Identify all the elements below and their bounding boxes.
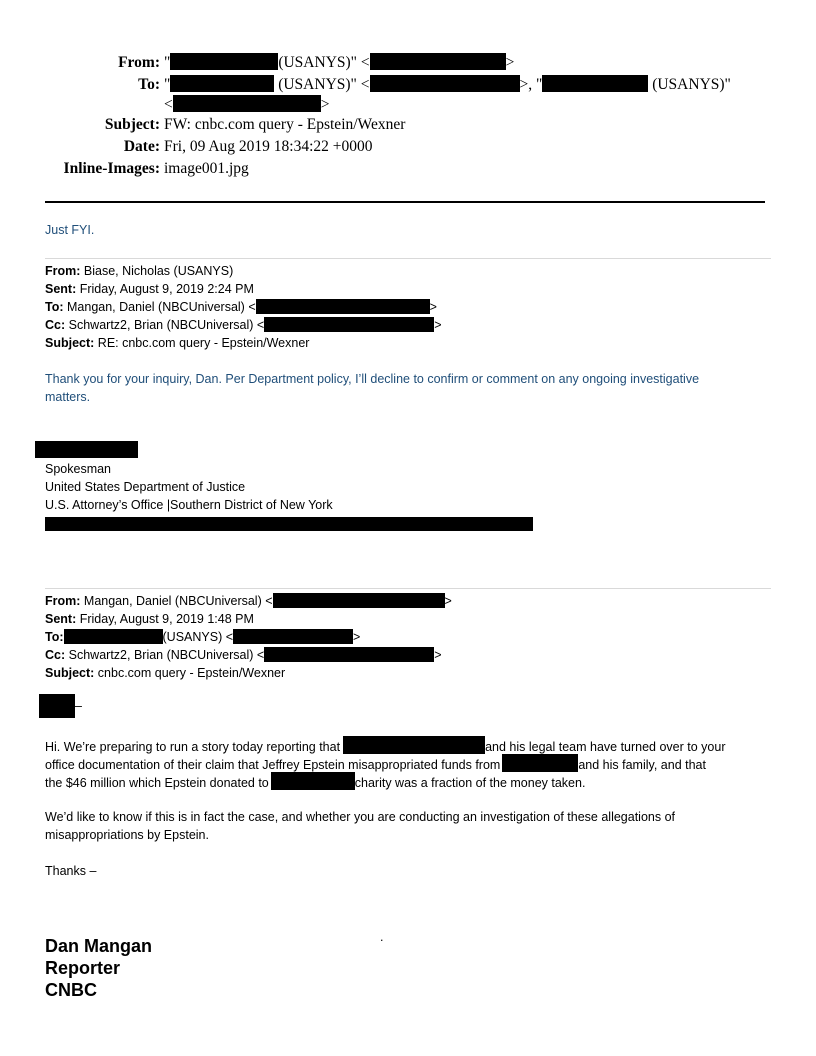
original-divider xyxy=(45,588,771,589)
orig-to-line xyxy=(45,628,360,646)
body-text-segment: charity was a fraction of the money taken. xyxy=(354,776,586,790)
orig-body-line2 xyxy=(45,754,706,774)
header-from-label: From: xyxy=(118,54,160,71)
reply-cc: Schwartz2, Brian (NBCUniversal) < xyxy=(68,318,265,332)
body-text-segment: and his legal team have turned over to your xyxy=(485,740,726,754)
redaction-block xyxy=(343,736,485,754)
redaction-block xyxy=(170,75,274,92)
header-subject-value: FW: cnbc.com query - Epstein/Wexner xyxy=(164,116,406,133)
header-from-value xyxy=(164,52,514,74)
reply-body-line2: matters. xyxy=(45,390,91,404)
reply-to-line xyxy=(45,298,437,316)
sender-org: CNBC xyxy=(45,980,97,1000)
redaction-block xyxy=(271,772,355,790)
reply-from: Biase, Nicholas (USANYS) xyxy=(83,264,234,278)
header-date-value: Fri, 09 Aug 2019 18:34:22 +0000 xyxy=(164,138,373,155)
reply-cc-label: Cc: xyxy=(45,318,66,332)
orig-body-line3 xyxy=(45,772,585,792)
body-text-segment: office documentation of their claim that Jeffrey Epstein misappropriated funds from xyxy=(45,758,501,772)
angle-close: > xyxy=(434,318,442,332)
header-inline-label: Inline-Images: xyxy=(63,160,160,177)
orig-from-line xyxy=(45,592,452,610)
signature-dept: United States Department of Justice xyxy=(45,480,246,494)
orig-cc: Schwartz2, Brian (NBCUniversal) < xyxy=(68,648,265,662)
orig-to-suffix: (USANYS) < xyxy=(162,630,234,644)
signature-title: Spokesman xyxy=(45,462,112,476)
redacted-contact xyxy=(45,517,533,531)
header-to-label: To: xyxy=(138,76,160,93)
orig-body-line1 xyxy=(45,736,726,756)
orig-from: Mangan, Daniel (NBCUniversal) < xyxy=(83,594,273,608)
orig-subject-line xyxy=(45,664,285,682)
redaction-block xyxy=(233,629,353,644)
orig-subject: cnbc.com query - Epstein/Wexner xyxy=(97,666,286,680)
angle-close: > xyxy=(444,594,452,608)
email-header xyxy=(0,52,816,184)
redaction-block xyxy=(170,53,278,70)
reply-sent: Friday, August 9, 2019 2:24 PM xyxy=(79,282,254,296)
reply-from-line xyxy=(45,262,233,280)
header-to-suffix2: (USANYS)" xyxy=(652,76,731,93)
header-to-value xyxy=(164,74,731,96)
redaction-block xyxy=(264,317,434,332)
angle-open: < xyxy=(164,96,173,113)
quote-mark: " xyxy=(164,54,171,71)
quote-mark: " xyxy=(164,76,171,93)
reply-divider xyxy=(45,258,771,259)
body-text-segment: and his family, and that xyxy=(578,758,706,772)
header-divider xyxy=(45,201,765,203)
reply-sent-label: Sent: xyxy=(45,282,77,296)
redaction-block xyxy=(370,53,506,70)
reply-sent-line xyxy=(45,280,254,298)
header-to-line2 xyxy=(164,94,330,116)
header-to-mid: >, " xyxy=(519,76,543,93)
orig-body-line4: We’d like to know if this is in fact the case, and whether you are conducting an investigation of these allegations of xyxy=(45,810,675,824)
reply-from-label: From: xyxy=(45,264,81,278)
header-inline-value: image001.jpg xyxy=(164,160,249,177)
signature-office: U.S. Attorney’s Office |Southern District of New York xyxy=(45,498,333,512)
sender-role: Reporter xyxy=(45,958,121,978)
reply-body-line1: Thank you for your inquiry, Dan. Per Department policy, I’ll decline to confirm or comment on any ongoing investigative xyxy=(45,372,700,386)
header-from-end: > xyxy=(505,54,515,71)
greeting-line xyxy=(45,694,82,718)
stray-dot: . xyxy=(380,930,384,944)
angle-close: > xyxy=(320,96,330,113)
orig-cc-line xyxy=(45,646,442,664)
orig-sent-line xyxy=(45,610,254,628)
header-date-label: Date: xyxy=(123,138,160,155)
angle-close: > xyxy=(353,630,361,644)
redaction-block xyxy=(502,754,578,772)
redacted-name xyxy=(35,441,138,458)
reply-cc-line xyxy=(45,316,442,334)
reply-subject-line xyxy=(45,334,309,352)
sender-name: Dan Mangan xyxy=(45,936,153,956)
header-to-suffix1: (USANYS)" < xyxy=(278,76,370,93)
body-text-segment: Hi. We’re preparing to run a story today reporting that xyxy=(45,740,341,754)
header-subject-label: Subject: xyxy=(104,116,160,133)
orig-sent: Friday, August 9, 2019 1:48 PM xyxy=(79,612,254,626)
reply-to: Mangan, Daniel (NBCUniversal) < xyxy=(67,300,256,314)
redaction-block xyxy=(264,647,434,662)
header-from-suffix: (USANYS)" < xyxy=(278,54,370,71)
redacted-greeting-name xyxy=(39,694,75,718)
thanks-line: Thanks – xyxy=(45,864,97,878)
reply-to-label: To: xyxy=(45,300,64,314)
redaction-block xyxy=(542,75,648,92)
orig-cc-label: Cc: xyxy=(45,648,66,662)
orig-from-label: From: xyxy=(45,594,81,608)
body-text-segment: the $46 million which Epstein donated to xyxy=(45,776,269,790)
orig-subject-label: Subject: xyxy=(45,666,95,680)
greeting-dash: – xyxy=(75,699,82,713)
redaction-block xyxy=(370,75,520,92)
redaction-block xyxy=(273,593,445,608)
redaction-block xyxy=(64,629,163,644)
redaction-block xyxy=(256,299,430,314)
angle-close: > xyxy=(429,300,437,314)
fyi-text: Just FYI. xyxy=(45,223,95,237)
orig-body-line5: misappropriations by Epstein. xyxy=(45,828,209,842)
reply-subject: RE: cnbc.com query - Epstein/Wexner xyxy=(97,336,310,350)
reply-subject-label: Subject: xyxy=(45,336,95,350)
redaction-block xyxy=(173,95,321,112)
orig-sent-label: Sent: xyxy=(45,612,77,626)
angle-close: > xyxy=(434,648,442,662)
orig-to-label: To: xyxy=(45,630,64,644)
